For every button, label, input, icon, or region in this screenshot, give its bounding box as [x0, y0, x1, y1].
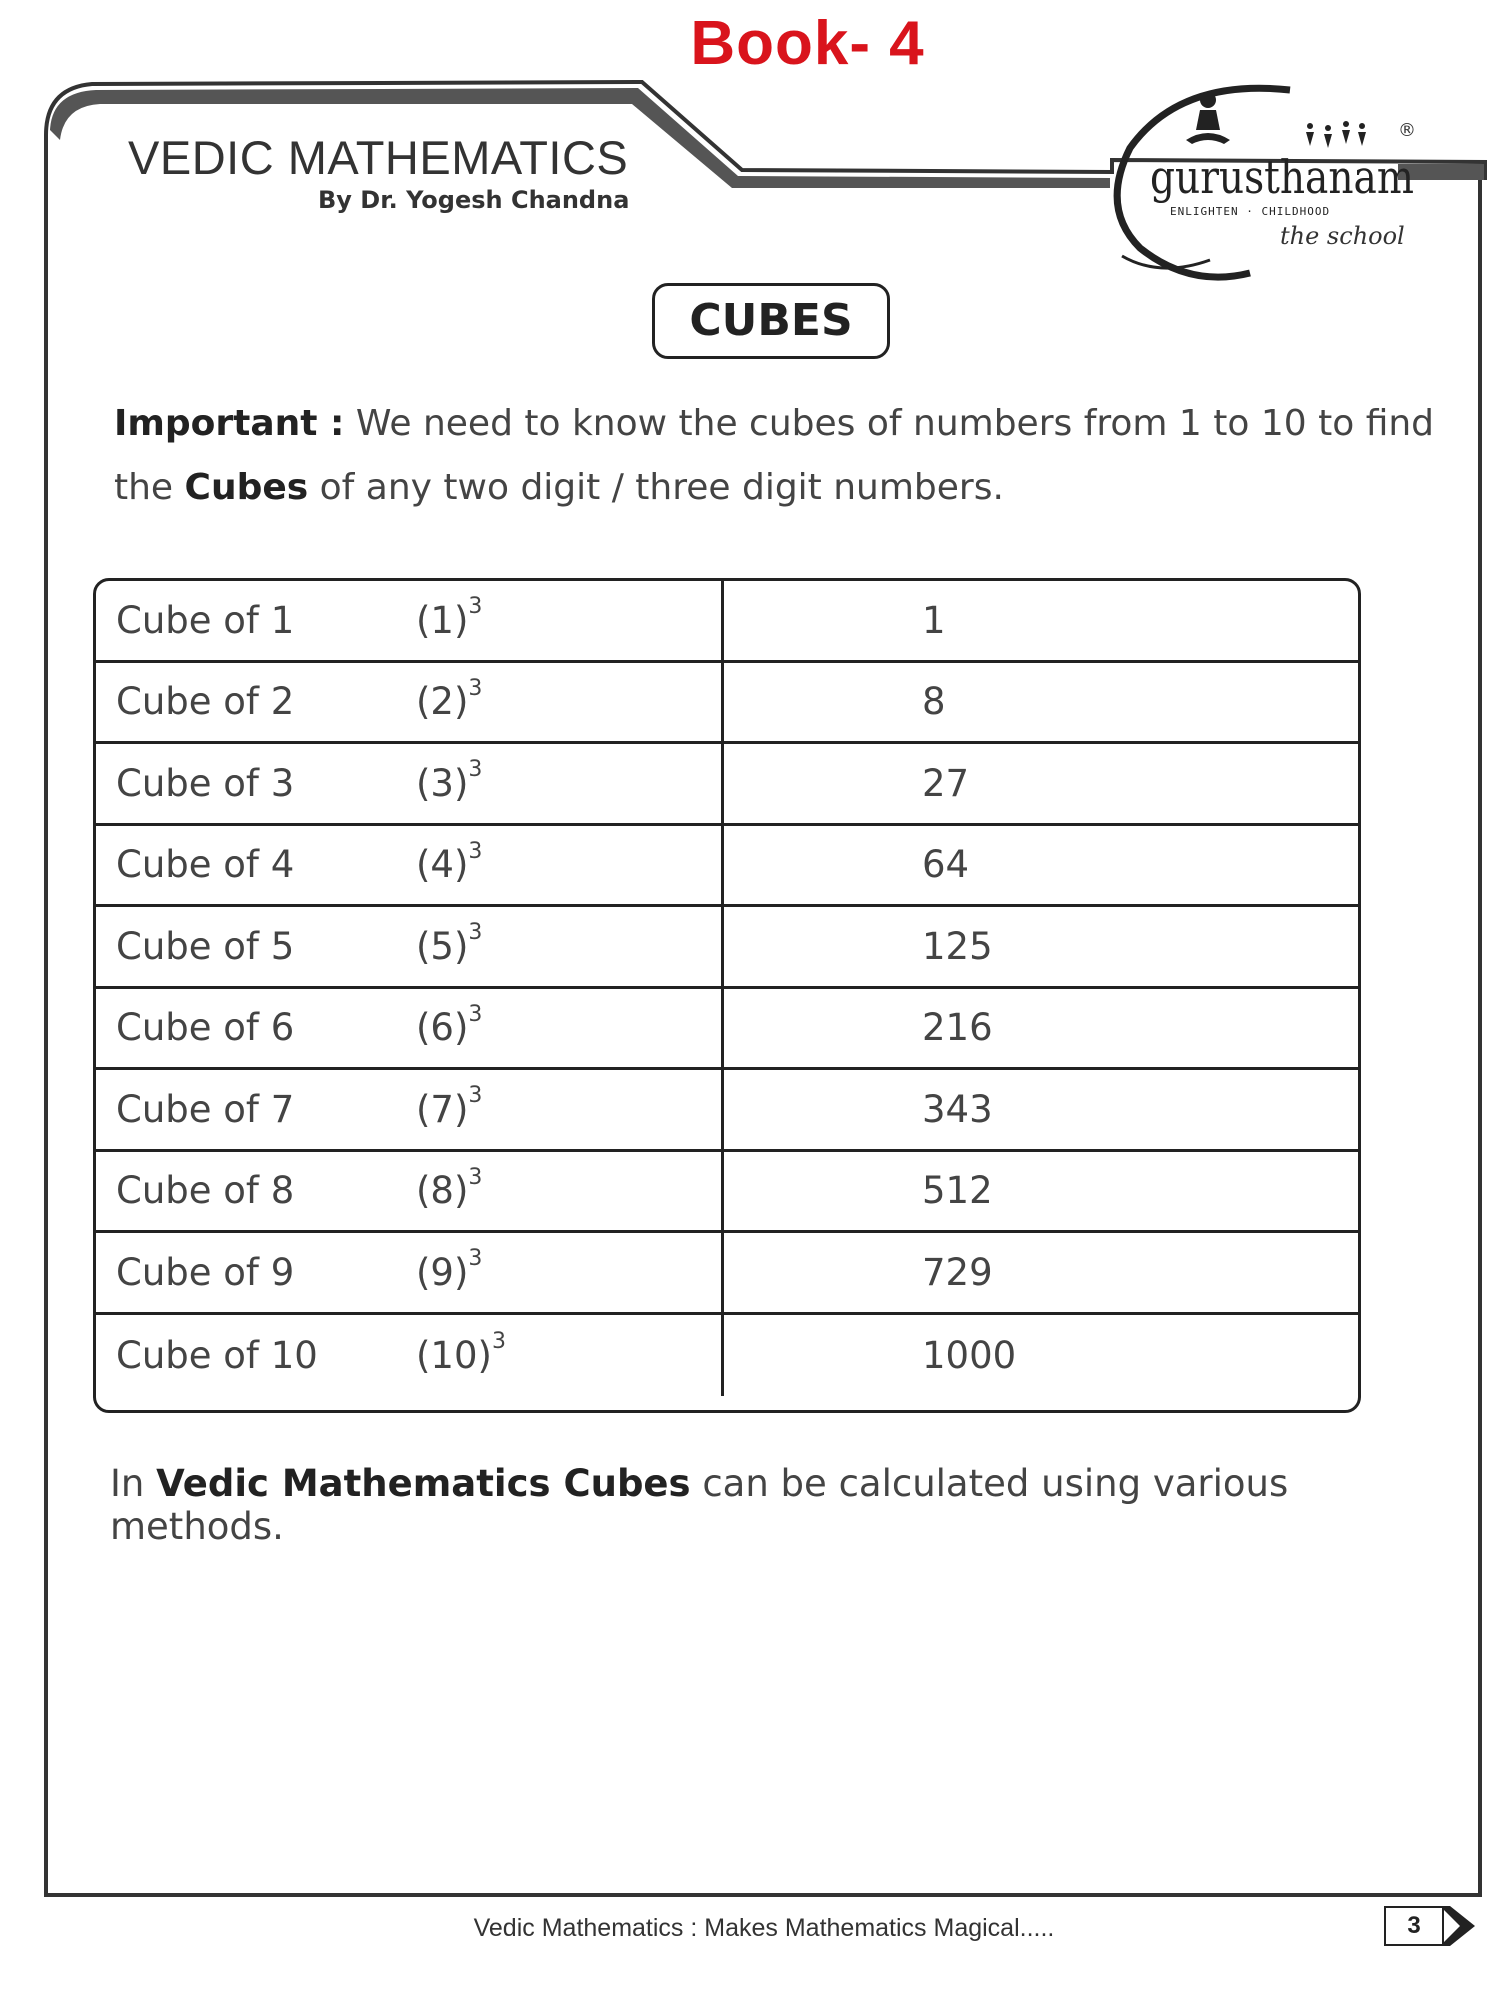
cube-value: 64 [922, 843, 970, 887]
cube-power: $(10)^3$ [416, 1329, 506, 1377]
cube-value: 27 [922, 761, 970, 805]
section-title: CUBES [652, 283, 890, 359]
header-title: VEDIC MATHEMATICS [128, 131, 629, 184]
table-cell-value [724, 1070, 1358, 1149]
table-row [96, 581, 1358, 663]
table-row [96, 1315, 1358, 1397]
table-row [96, 907, 1358, 989]
table-cell-expression [96, 1070, 724, 1149]
table-cell-value [724, 581, 1358, 660]
cube-label: Cube of 6 [116, 1006, 295, 1050]
cube-value: 125 [922, 924, 993, 968]
table-cell-expression [96, 989, 724, 1068]
intro-text-1: We need to know the cubes of numbers from 1 to 10 to find the [114, 403, 1435, 508]
table-cell-expression [96, 581, 724, 660]
table-cell-value [724, 1233, 1358, 1312]
table-cell-expression [96, 744, 724, 823]
intro-lead: Important : [114, 403, 345, 444]
table-row [96, 826, 1358, 908]
table-cell-expression [96, 826, 724, 905]
cube-power: $(6)^3$ [416, 1001, 483, 1050]
cube-label: Cube of 1 [116, 598, 295, 642]
table-cell-expression [96, 663, 724, 742]
closing-rest: can be calculated using various methods. [110, 1462, 1289, 1548]
cube-label: Cube of 7 [116, 1087, 295, 1131]
cube-label: Cube of 4 [116, 843, 295, 887]
children-icon [1306, 121, 1366, 148]
table-cell-value [724, 826, 1358, 905]
cube-power: $(7)^3$ [416, 1083, 483, 1131]
book-label: Book- 4 [690, 9, 925, 78]
table-cell-expression [96, 1233, 724, 1312]
cube-value: 8 [922, 680, 946, 724]
cube-label: Cube of 5 [116, 924, 295, 968]
closing-bold: Vedic Mathematics Cubes [156, 1462, 691, 1505]
cube-power: $(1)^3$ [416, 594, 483, 642]
table-row [96, 989, 1358, 1071]
registered-mark: ® [1398, 120, 1416, 141]
table-cell-value [724, 907, 1358, 986]
table-row [96, 1152, 1358, 1234]
cube-power: $(3)^3$ [416, 757, 483, 805]
intro-paragraph [114, 392, 1444, 520]
intro-text-2: of any two digit / three digit numbers. [308, 467, 1004, 508]
page-number: 3 [1384, 1906, 1444, 1946]
table-cell-value [724, 989, 1358, 1068]
cube-label: Cube of 9 [116, 1250, 295, 1294]
cube-power: $(9)^3$ [416, 1246, 483, 1294]
cube-value: 343 [922, 1087, 993, 1131]
cube-value: 1 [922, 598, 946, 642]
cube-label: Cube of 10 [116, 1333, 318, 1377]
table-row [96, 1233, 1358, 1315]
cube-power: $(4)^3$ [416, 838, 483, 887]
cube-power: $(2)^3$ [416, 675, 483, 724]
table-cell-expression [96, 1152, 724, 1231]
footer-slogan: Vedic Mathematics : Makes Mathematics Magical..... [473, 1914, 1055, 1942]
table-cell-expression [96, 1315, 724, 1397]
table-cell-value [724, 1152, 1358, 1231]
header-author: By Dr. Yogesh Chandna [318, 186, 630, 214]
cube-power: $(8)^3$ [416, 1164, 483, 1213]
logo-tagline: ENLIGHTEN · CHILDHOOD [1170, 205, 1331, 218]
intro-bold-word: Cubes [184, 467, 309, 508]
table-row [96, 663, 1358, 745]
logo-wordmark: gurusthanam [1150, 150, 1414, 204]
cube-value: 729 [922, 1250, 993, 1294]
cube-value: 512 [922, 1169, 993, 1213]
cube-value: 216 [922, 1006, 993, 1050]
closing-lead: In [110, 1462, 157, 1505]
cube-value: 1000 [922, 1333, 1017, 1377]
cube-label: Cube of 2 [116, 680, 295, 724]
cube-power: $(5)^3$ [416, 920, 483, 968]
cube-table [93, 578, 1361, 1413]
table-cell-value [724, 1315, 1358, 1397]
cube-label: Cube of 8 [116, 1169, 295, 1213]
table-row [96, 1070, 1358, 1152]
table-cell-value [724, 744, 1358, 823]
table-row [96, 744, 1358, 826]
table-cell-expression [96, 907, 724, 986]
cube-label: Cube of 3 [116, 761, 295, 805]
logo-subtitle: the school [1280, 222, 1405, 250]
closing-paragraph [110, 1462, 1470, 1548]
table-cell-value [724, 663, 1358, 742]
